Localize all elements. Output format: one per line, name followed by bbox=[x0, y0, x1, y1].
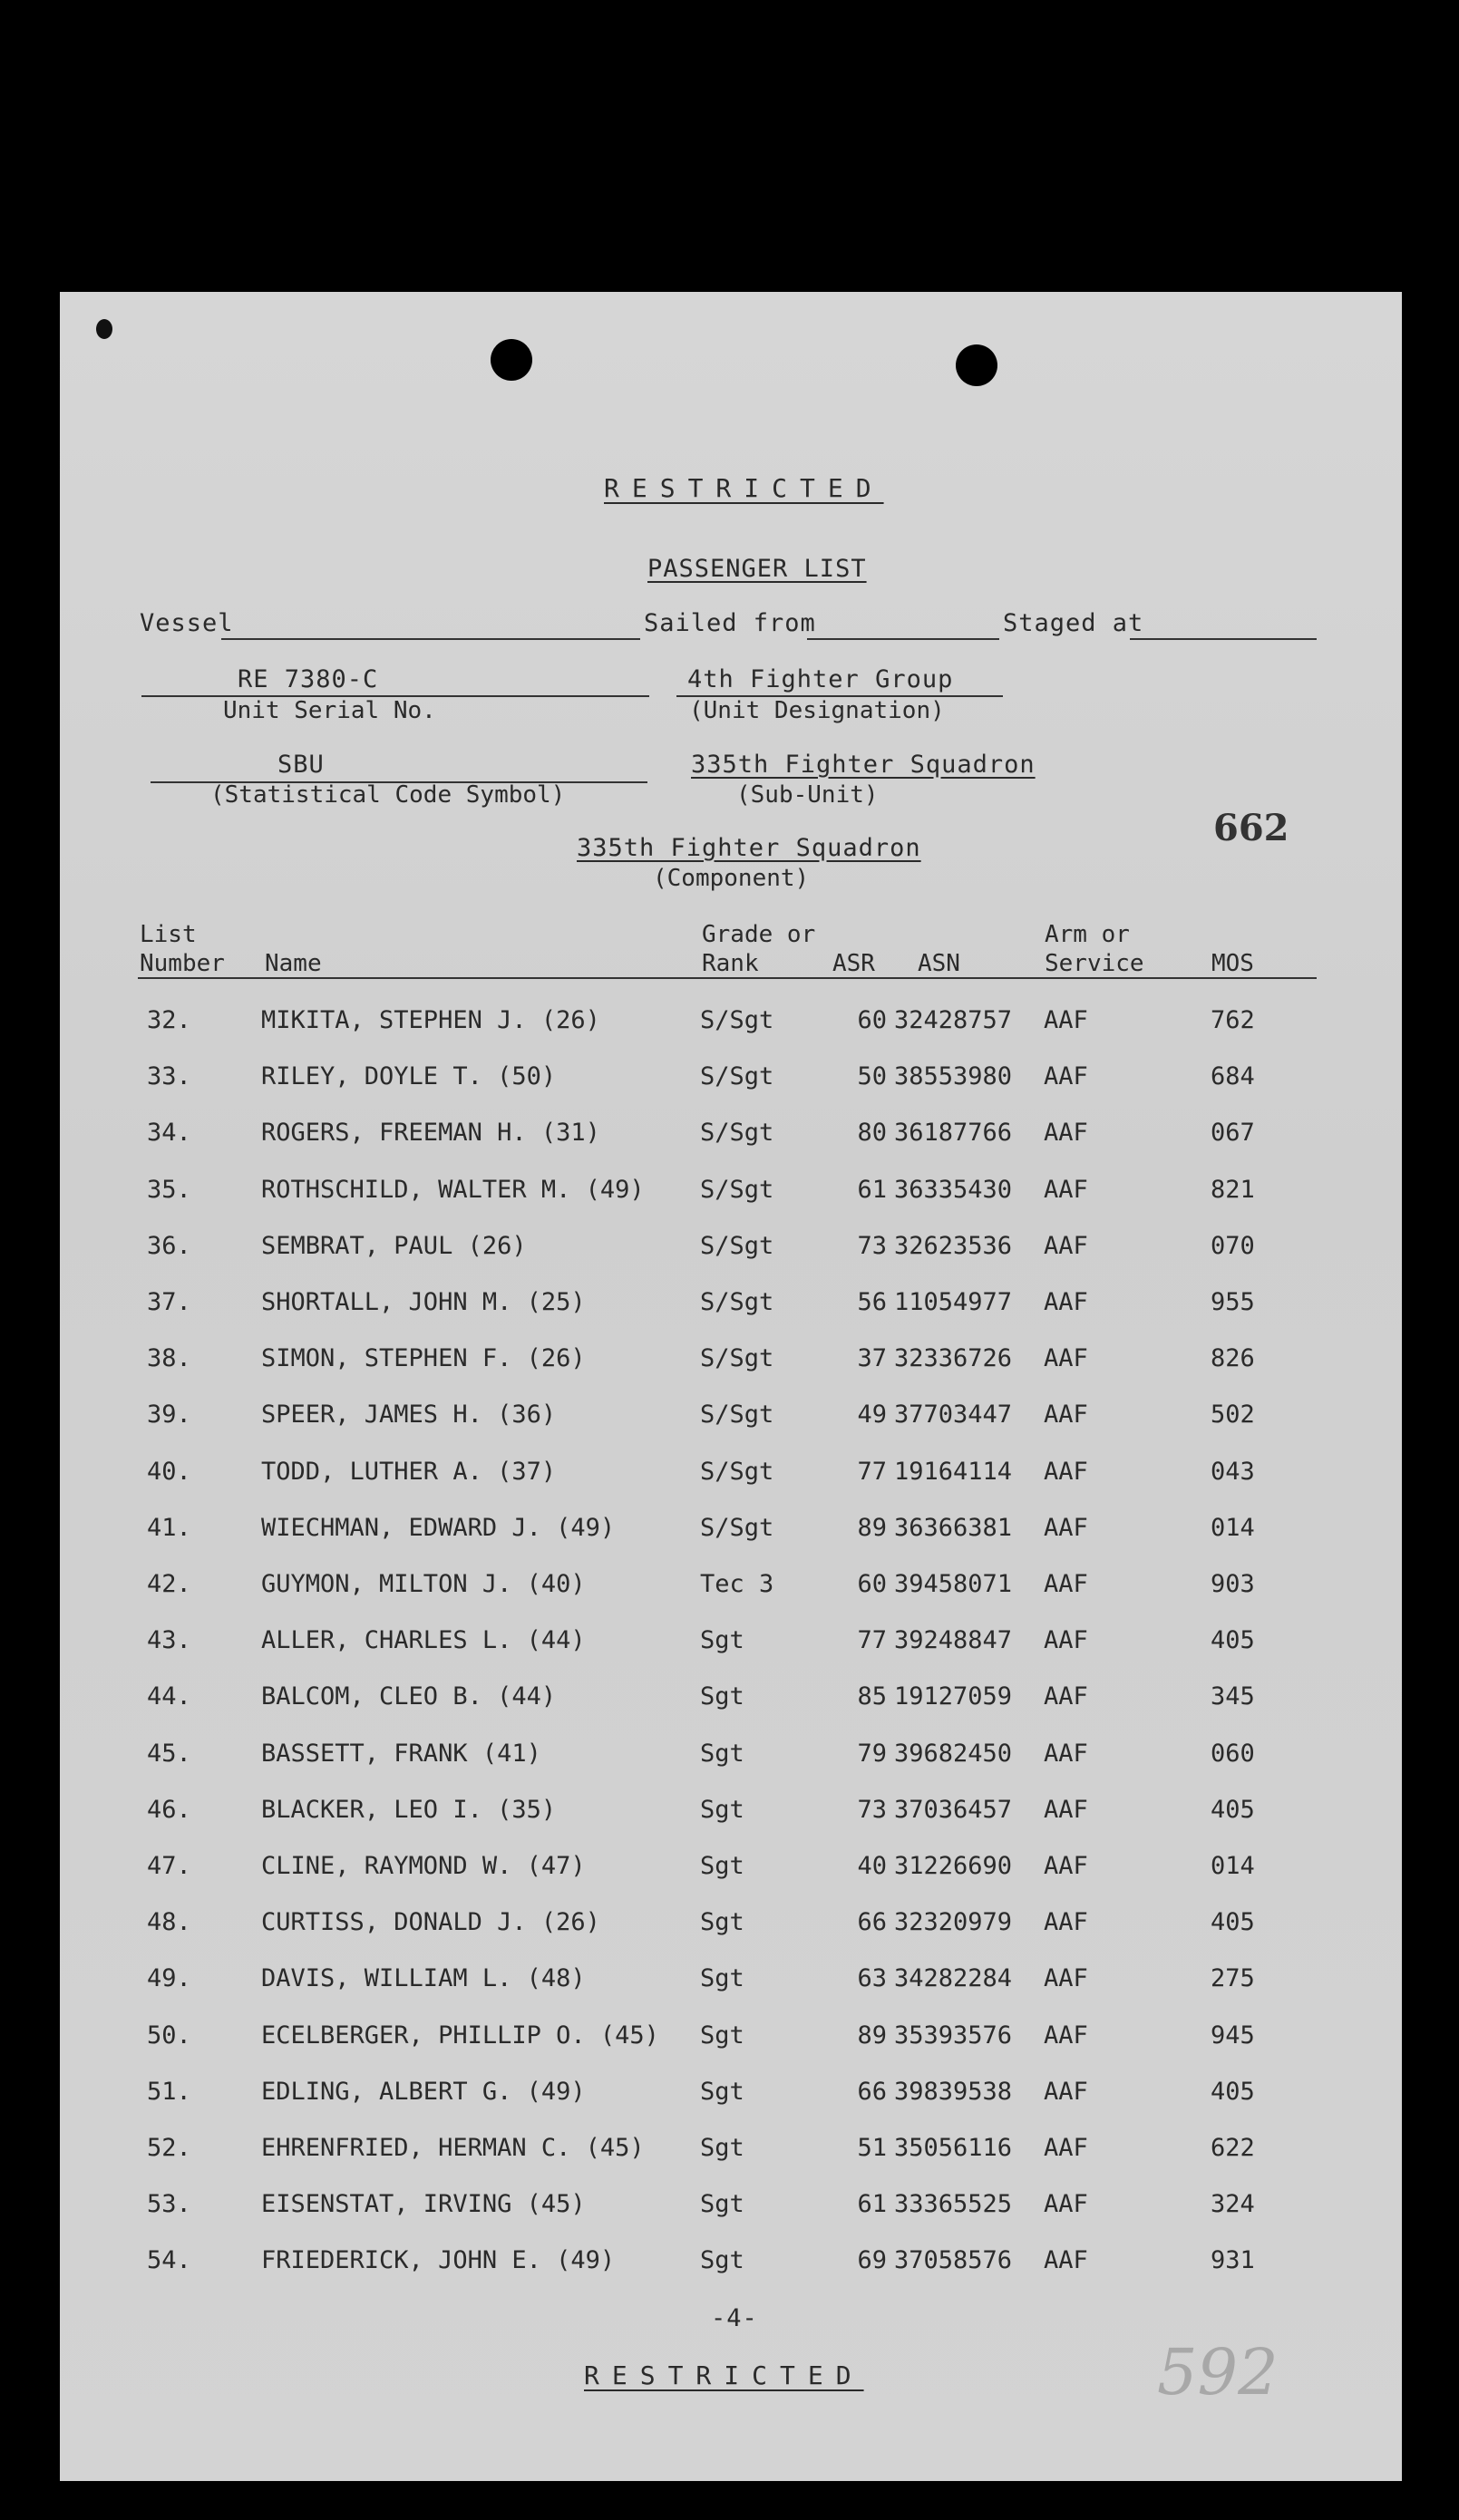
col-asn: ASN bbox=[918, 950, 960, 977]
table-row bbox=[60, 1964, 1402, 2001]
staged-at-label: Staged at bbox=[1003, 609, 1144, 637]
row-number: 53. bbox=[147, 2190, 191, 2219]
row-arm: AAF bbox=[1044, 1062, 1088, 1091]
restricted-footer: RESTRICTED bbox=[584, 2360, 864, 2390]
row-asr: 80 bbox=[857, 1119, 887, 1148]
row-asn: 35393576 bbox=[894, 2021, 1013, 2050]
row-asn: 37703447 bbox=[894, 1401, 1013, 1430]
row-asr: 66 bbox=[857, 1908, 887, 1937]
row-name: CLINE, RAYMOND W. (47) bbox=[261, 1852, 586, 1880]
row-mos: 762 bbox=[1211, 1006, 1255, 1034]
row-number: 35. bbox=[147, 1175, 191, 1204]
row-asn: 11054977 bbox=[894, 1288, 1013, 1316]
row-name: GUYMON, MILTON J. (40) bbox=[261, 1570, 586, 1598]
sub-unit-value: 335th Fighter Squadron bbox=[691, 751, 1036, 779]
restricted-header: RESTRICTED bbox=[604, 473, 884, 503]
table-row bbox=[60, 1288, 1402, 1324]
row-number: 51. bbox=[147, 2077, 191, 2106]
row-mos: 931 bbox=[1211, 2246, 1255, 2275]
table-row bbox=[60, 1514, 1402, 1550]
row-asr: 85 bbox=[857, 1682, 887, 1711]
row-mos: 070 bbox=[1211, 1231, 1255, 1260]
table-row bbox=[60, 1119, 1402, 1155]
row-asr: 49 bbox=[857, 1401, 887, 1430]
row-arm: AAF bbox=[1044, 2190, 1088, 2219]
row-mos: 060 bbox=[1211, 1739, 1255, 1768]
row-arm: AAF bbox=[1044, 1626, 1088, 1655]
row-arm: AAF bbox=[1044, 1852, 1088, 1880]
row-name: SHORTALL, JOHN M. (25) bbox=[261, 1288, 586, 1316]
table-row bbox=[60, 1908, 1402, 1944]
table-row bbox=[60, 1401, 1402, 1437]
row-asr: 79 bbox=[857, 1739, 887, 1768]
row-asn: 36366381 bbox=[894, 1513, 1013, 1542]
table-row bbox=[60, 1852, 1402, 1888]
table-row bbox=[60, 2078, 1402, 2114]
row-asr: 77 bbox=[857, 1626, 887, 1655]
row-asn: 32428757 bbox=[894, 1006, 1013, 1034]
row-number: 50. bbox=[147, 2021, 191, 2050]
row-asn: 36187766 bbox=[894, 1119, 1013, 1148]
row-rank: Sgt bbox=[700, 1626, 744, 1655]
row-name: SEMBRAT, PAUL (26) bbox=[261, 1231, 527, 1260]
row-asn: 37058576 bbox=[894, 2246, 1013, 2275]
row-name: EISENSTAT, IRVING (45) bbox=[261, 2190, 586, 2219]
row-mos: 067 bbox=[1211, 1119, 1255, 1148]
row-name: EHRENFRIED, HERMAN C. (45) bbox=[261, 2134, 645, 2162]
table-row bbox=[60, 1344, 1402, 1381]
unit-designation-label: (Unit Designation) bbox=[689, 697, 945, 724]
col-grade-2: Rank bbox=[702, 950, 759, 977]
row-rank: Sgt bbox=[700, 2021, 744, 2050]
row-rank: S/Sgt bbox=[700, 1457, 774, 1486]
row-name: SIMON, STEPHEN F. (26) bbox=[261, 1344, 586, 1373]
row-name: BALCOM, CLEO B. (44) bbox=[261, 1682, 557, 1711]
row-asr: 63 bbox=[857, 1964, 887, 1993]
row-asr: 40 bbox=[857, 1852, 887, 1880]
passenger-list-title: PASSENGER LIST bbox=[647, 555, 867, 583]
row-asn: 39682450 bbox=[894, 1739, 1013, 1768]
page-number: -4- bbox=[711, 2304, 758, 2332]
col-grade-1: Grade or bbox=[702, 921, 816, 948]
row-number: 39. bbox=[147, 1401, 191, 1430]
stat-code-value: SBU bbox=[277, 751, 325, 779]
row-mos: 945 bbox=[1211, 2021, 1255, 2050]
row-arm: AAF bbox=[1044, 2134, 1088, 2162]
unit-designation-value: 4th Fighter Group bbox=[687, 665, 954, 693]
row-rank: Tec 3 bbox=[700, 1570, 774, 1598]
row-asr: 89 bbox=[857, 1513, 887, 1542]
row-rank: S/Sgt bbox=[700, 1288, 774, 1316]
row-asr: 77 bbox=[857, 1457, 887, 1486]
row-mos: 014 bbox=[1211, 1852, 1255, 1880]
row-asr: 66 bbox=[857, 2077, 887, 2106]
sailed-from-field-line bbox=[807, 638, 999, 640]
row-name: ALLER, CHARLES L. (44) bbox=[261, 1626, 586, 1655]
row-number: 37. bbox=[147, 1288, 191, 1316]
row-asn: 39248847 bbox=[894, 1626, 1013, 1655]
row-mos: 821 bbox=[1211, 1175, 1255, 1204]
row-number: 34. bbox=[147, 1119, 191, 1148]
row-arm: AAF bbox=[1044, 1964, 1088, 1993]
row-rank: Sgt bbox=[700, 1682, 744, 1711]
row-number: 36. bbox=[147, 1231, 191, 1260]
row-name: CURTISS, DONALD J. (26) bbox=[261, 1908, 600, 1937]
table-row bbox=[60, 1458, 1402, 1494]
row-name: BLACKER, LEO I. (35) bbox=[261, 1795, 557, 1824]
component-value: 335th Fighter Squadron bbox=[577, 834, 921, 862]
row-rank: S/Sgt bbox=[700, 1062, 774, 1091]
row-asr: 61 bbox=[857, 2190, 887, 2219]
row-number: 44. bbox=[147, 1682, 191, 1711]
row-asr: 60 bbox=[857, 1006, 887, 1034]
row-mos: 955 bbox=[1211, 1288, 1255, 1316]
row-mos: 014 bbox=[1211, 1513, 1255, 1542]
row-name: ECELBERGER, PHILLIP O. (45) bbox=[261, 2021, 659, 2050]
table-row bbox=[60, 1626, 1402, 1662]
row-asr: 37 bbox=[857, 1344, 887, 1373]
table-row bbox=[60, 1062, 1402, 1099]
row-arm: AAF bbox=[1044, 1908, 1088, 1937]
row-asn: 35056116 bbox=[894, 2134, 1013, 2162]
table-row bbox=[60, 2246, 1402, 2283]
row-asn: 37036457 bbox=[894, 1795, 1013, 1824]
row-name: WIECHMAN, EDWARD J. (49) bbox=[261, 1513, 616, 1542]
punch-hole-right bbox=[956, 344, 997, 386]
row-asr: 73 bbox=[857, 1795, 887, 1824]
row-rank: Sgt bbox=[700, 1964, 744, 1993]
table-row bbox=[60, 1740, 1402, 1776]
col-name: Name bbox=[265, 950, 322, 977]
row-mos: 405 bbox=[1211, 1626, 1255, 1655]
col-arm-2: Service bbox=[1045, 950, 1144, 977]
row-name: TODD, LUTHER A. (37) bbox=[261, 1457, 557, 1486]
row-arm: AAF bbox=[1044, 1795, 1088, 1824]
table-row bbox=[60, 1176, 1402, 1212]
row-asr: 56 bbox=[857, 1288, 887, 1316]
row-arm: AAF bbox=[1044, 2246, 1088, 2275]
row-rank: S/Sgt bbox=[700, 1231, 774, 1260]
table-row bbox=[60, 2021, 1402, 2058]
row-arm: AAF bbox=[1044, 1513, 1088, 1542]
table-row bbox=[60, 1682, 1402, 1719]
row-number: 54. bbox=[147, 2246, 191, 2275]
row-arm: AAF bbox=[1044, 1682, 1088, 1711]
row-asn: 32623536 bbox=[894, 1231, 1013, 1260]
row-arm: AAF bbox=[1044, 1739, 1088, 1768]
col-asr: ASR bbox=[832, 950, 875, 977]
col-list-number-1: List bbox=[140, 921, 197, 948]
col-mos: MOS bbox=[1211, 950, 1254, 977]
row-rank: S/Sgt bbox=[700, 1513, 774, 1542]
row-asn: 19164114 bbox=[894, 1457, 1013, 1486]
row-asn: 39839538 bbox=[894, 2077, 1013, 2106]
row-number: 46. bbox=[147, 1795, 191, 1824]
row-rank: Sgt bbox=[700, 1908, 744, 1937]
row-rank: S/Sgt bbox=[700, 1401, 774, 1430]
row-rank: Sgt bbox=[700, 2246, 744, 2275]
row-mos: 622 bbox=[1211, 2134, 1255, 2162]
row-asn: 32336726 bbox=[894, 1344, 1013, 1373]
column-header-rule bbox=[138, 977, 1317, 979]
row-asr: 73 bbox=[857, 1231, 887, 1260]
row-name: ROTHSCHILD, WALTER M. (49) bbox=[261, 1175, 645, 1204]
document-page bbox=[60, 292, 1402, 2481]
row-arm: AAF bbox=[1044, 1119, 1088, 1148]
table-row bbox=[60, 1570, 1402, 1606]
row-asn: 36335430 bbox=[894, 1175, 1013, 1204]
punch-hole-left bbox=[491, 339, 532, 381]
unit-serial-label: Unit Serial No. bbox=[223, 697, 436, 724]
row-rank: S/Sgt bbox=[700, 1175, 774, 1204]
row-rank: Sgt bbox=[700, 2190, 744, 2219]
row-mos: 502 bbox=[1211, 1401, 1255, 1430]
row-asn: 31226690 bbox=[894, 1852, 1013, 1880]
row-asr: 60 bbox=[857, 1570, 887, 1598]
row-number: 40. bbox=[147, 1457, 191, 1486]
row-arm: AAF bbox=[1044, 1401, 1088, 1430]
row-name: RILEY, DOYLE T. (50) bbox=[261, 1062, 557, 1091]
row-number: 52. bbox=[147, 2134, 191, 2162]
row-name: FRIEDERICK, JOHN E. (49) bbox=[261, 2246, 616, 2275]
row-asn: 33365525 bbox=[894, 2190, 1013, 2219]
col-arm-1: Arm or bbox=[1045, 921, 1130, 948]
ink-speck bbox=[96, 319, 112, 339]
row-name: EDLING, ALBERT G. (49) bbox=[261, 2077, 586, 2106]
stat-code-label: (Statistical Code Symbol) bbox=[210, 781, 566, 809]
row-rank: Sgt bbox=[700, 2077, 744, 2106]
row-asr: 61 bbox=[857, 1175, 887, 1204]
vessel-field-line bbox=[221, 638, 640, 640]
table-row bbox=[60, 2190, 1402, 2226]
row-arm: AAF bbox=[1044, 1288, 1088, 1316]
row-mos: 405 bbox=[1211, 2077, 1255, 2106]
row-arm: AAF bbox=[1044, 2077, 1088, 2106]
vessel-label: Vessel bbox=[140, 609, 234, 637]
row-arm: AAF bbox=[1044, 2021, 1088, 2050]
row-number: 48. bbox=[147, 1908, 191, 1937]
row-asr: 51 bbox=[857, 2134, 887, 2162]
row-rank: S/Sgt bbox=[700, 1119, 774, 1148]
row-asn: 19127059 bbox=[894, 1682, 1013, 1711]
row-mos: 043 bbox=[1211, 1457, 1255, 1486]
row-mos: 903 bbox=[1211, 1570, 1255, 1598]
pencil-note: 592 bbox=[1157, 2335, 1279, 2409]
row-rank: Sgt bbox=[700, 1739, 744, 1768]
row-arm: AAF bbox=[1044, 1344, 1088, 1373]
component-label: (Component) bbox=[653, 865, 810, 892]
table-row bbox=[60, 1796, 1402, 1832]
row-rank: Sgt bbox=[700, 2134, 744, 2162]
row-rank: Sgt bbox=[700, 1852, 744, 1880]
row-number: 41. bbox=[147, 1513, 191, 1542]
table-row bbox=[60, 2134, 1402, 2170]
row-asn: 38553980 bbox=[894, 1062, 1013, 1091]
row-mos: 826 bbox=[1211, 1344, 1255, 1373]
row-arm: AAF bbox=[1044, 1006, 1088, 1034]
row-mos: 405 bbox=[1211, 1795, 1255, 1824]
table-row bbox=[60, 1006, 1402, 1042]
row-mos: 405 bbox=[1211, 1908, 1255, 1937]
row-asr: 50 bbox=[857, 1062, 887, 1091]
row-rank: S/Sgt bbox=[700, 1006, 774, 1034]
row-name: BASSETT, FRANK (41) bbox=[261, 1739, 541, 1768]
unit-serial-value: RE 7380-C bbox=[238, 665, 379, 693]
row-number: 43. bbox=[147, 1626, 191, 1655]
row-asr: 69 bbox=[857, 2246, 887, 2275]
row-arm: AAF bbox=[1044, 1231, 1088, 1260]
row-number: 32. bbox=[147, 1006, 191, 1034]
row-rank: S/Sgt bbox=[700, 1344, 774, 1373]
row-number: 47. bbox=[147, 1852, 191, 1880]
stamped-number: 662 bbox=[1213, 807, 1289, 849]
row-arm: AAF bbox=[1044, 1457, 1088, 1486]
staged-at-field-line bbox=[1130, 638, 1317, 640]
row-number: 33. bbox=[147, 1062, 191, 1091]
row-mos: 345 bbox=[1211, 1682, 1255, 1711]
sub-unit-label: (Sub-Unit) bbox=[736, 781, 879, 809]
table-row bbox=[60, 1232, 1402, 1268]
row-name: ROGERS, FREEMAN H. (31) bbox=[261, 1119, 600, 1148]
row-number: 42. bbox=[147, 1570, 191, 1598]
row-mos: 324 bbox=[1211, 2190, 1255, 2219]
row-name: DAVIS, WILLIAM L. (48) bbox=[261, 1964, 586, 1993]
sailed-from-label: Sailed from bbox=[644, 609, 816, 637]
row-number: 45. bbox=[147, 1739, 191, 1768]
row-rank: Sgt bbox=[700, 1795, 744, 1824]
row-asn: 32320979 bbox=[894, 1908, 1013, 1937]
row-asn: 34282284 bbox=[894, 1964, 1013, 1993]
row-asr: 89 bbox=[857, 2021, 887, 2050]
row-number: 49. bbox=[147, 1964, 191, 1993]
row-arm: AAF bbox=[1044, 1175, 1088, 1204]
row-number: 38. bbox=[147, 1344, 191, 1373]
row-asn: 39458071 bbox=[894, 1570, 1013, 1598]
row-name: MIKITA, STEPHEN J. (26) bbox=[261, 1006, 600, 1034]
row-name: SPEER, JAMES H. (36) bbox=[261, 1401, 557, 1430]
row-mos: 275 bbox=[1211, 1964, 1255, 1993]
row-mos: 684 bbox=[1211, 1062, 1255, 1091]
row-arm: AAF bbox=[1044, 1570, 1088, 1598]
col-list-number-2: Number bbox=[140, 950, 225, 977]
